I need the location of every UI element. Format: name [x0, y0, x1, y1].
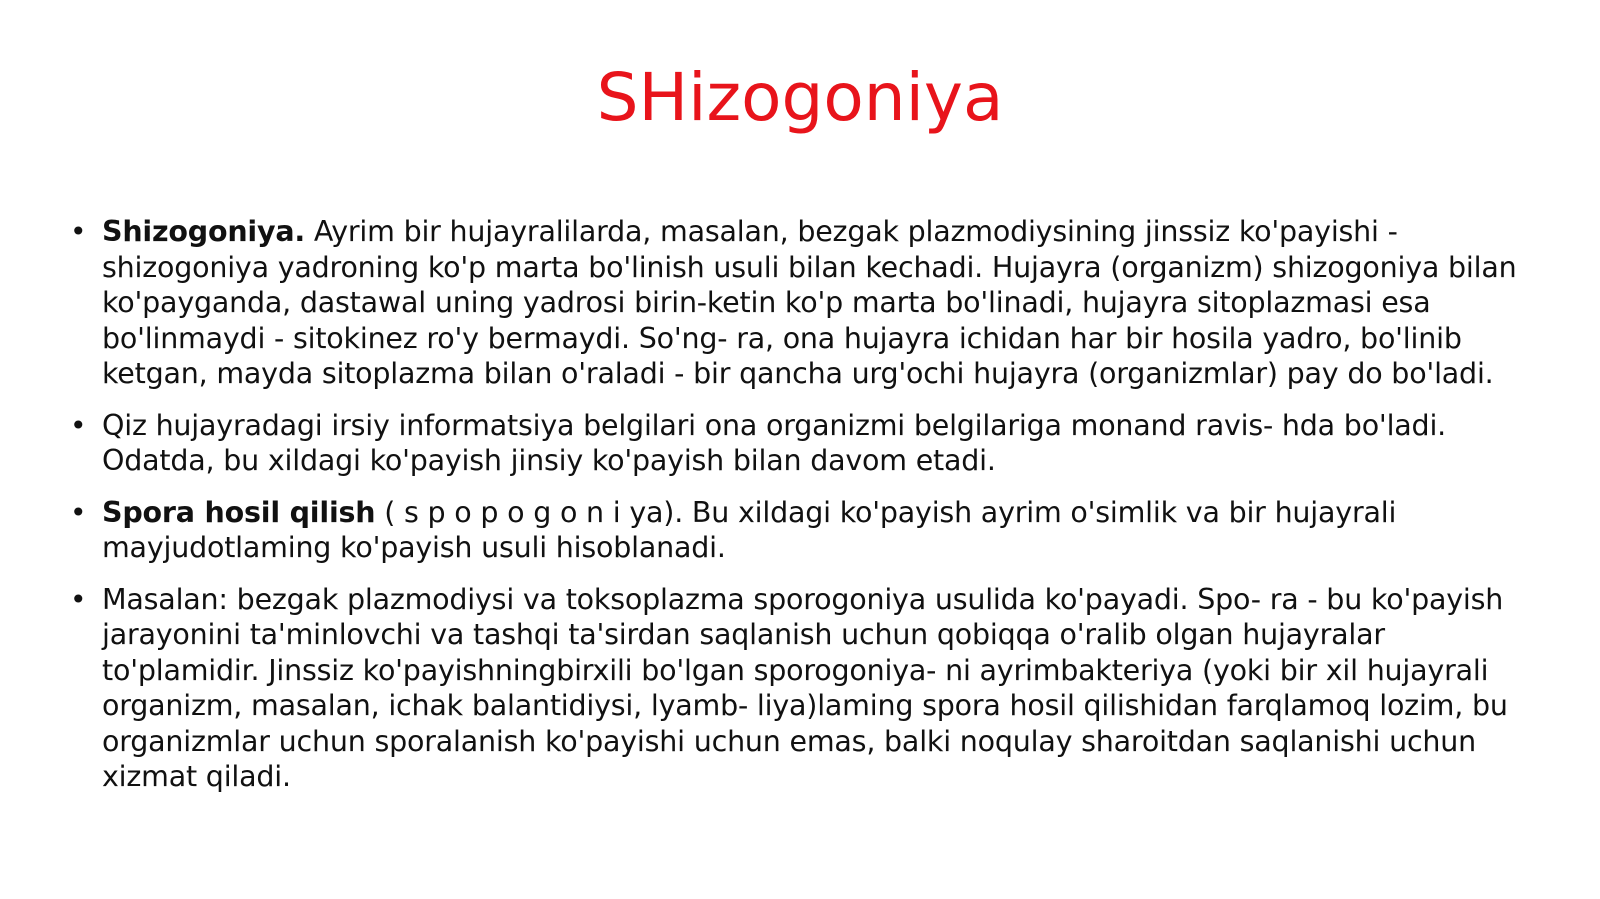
bullet-item-4 [70, 582, 1550, 795]
bullet-lead: Spora hosil qilish [102, 495, 376, 529]
bullet-text: Qiz hujayradagi irsiy informatsiya belgilari ona organizmi belgilariga monand ravis- hda bo'ladi. Odatda, bu xildagi ko'payish jinsiy ko'payish bilan davom etadi. [102, 408, 1447, 477]
slide-title: SHizogoniya [596, 59, 1004, 136]
bullet-item-3 [70, 495, 1550, 566]
bullet-text: Masalan: bezgak plazmodiysi va toksoplazma sporogoniya usulida ko'payadi. Spo- ra - bu ko'payish jarayonini ta'minlovchi va tashqi ta'sirdan saqlanish uchun qobiqqa o'ralib olgan hujayralar to'plamidir. Jinssiz ko'payishningbirxili bo'lgan sporogoniya- ni ayrimbakteriya (yoki bir xil hujayrali organizm, masalan, ichak balantidiysi, lyamb- liya)laming spora hosil qilishidan farqlamoq lozim, bu organizmlar uchun sporalanish ko'payishi uchun emas, balki noqulay sharoitdan saqlanishi uchun xizmat qiladi. [102, 582, 1508, 793]
bullet-text: ( s p o p o g o n i ya). Bu xildagi ko'payish ayrim o'simlik va bir hujayrali mayjudotlaming ko'payish usuli hisoblanadi. [102, 495, 1397, 564]
bullet-icon: • [70, 495, 87, 529]
bullet-text: Ayrim bir hujayralilarda, masalan, bezgak plazmodiysining jinssiz ko'payishi - shizogoniya yadroning ko'p marta bo'linish usuli bilan kechadi. Hujayra (organizm) shizogoniya bilan ko'payganda, dastawal uning yadrosi birin-ketin ko'p marta bo'linadi, hujayra sitoplazmasi esa bo'linmaydi - sitokinez ro'y bermaydi. So'ng- ra, ona hujayra ichidan har bir hosila yadro, bo'linib ketgan, mayda sitoplazma bilan o'raladi - bir qancha urg'ochi hujayra (organizmlar) pay do bo'ladi. [102, 215, 1517, 390]
bullet-item-1 [70, 214, 1550, 392]
bullet-icon: • [70, 408, 87, 442]
bullet-lead: Shizogoniya. [102, 215, 306, 248]
bullet-icon: • [70, 582, 87, 616]
bullet-item-2 [70, 408, 1550, 479]
bullet-list [70, 214, 1550, 811]
bullet-icon: • [70, 215, 87, 248]
